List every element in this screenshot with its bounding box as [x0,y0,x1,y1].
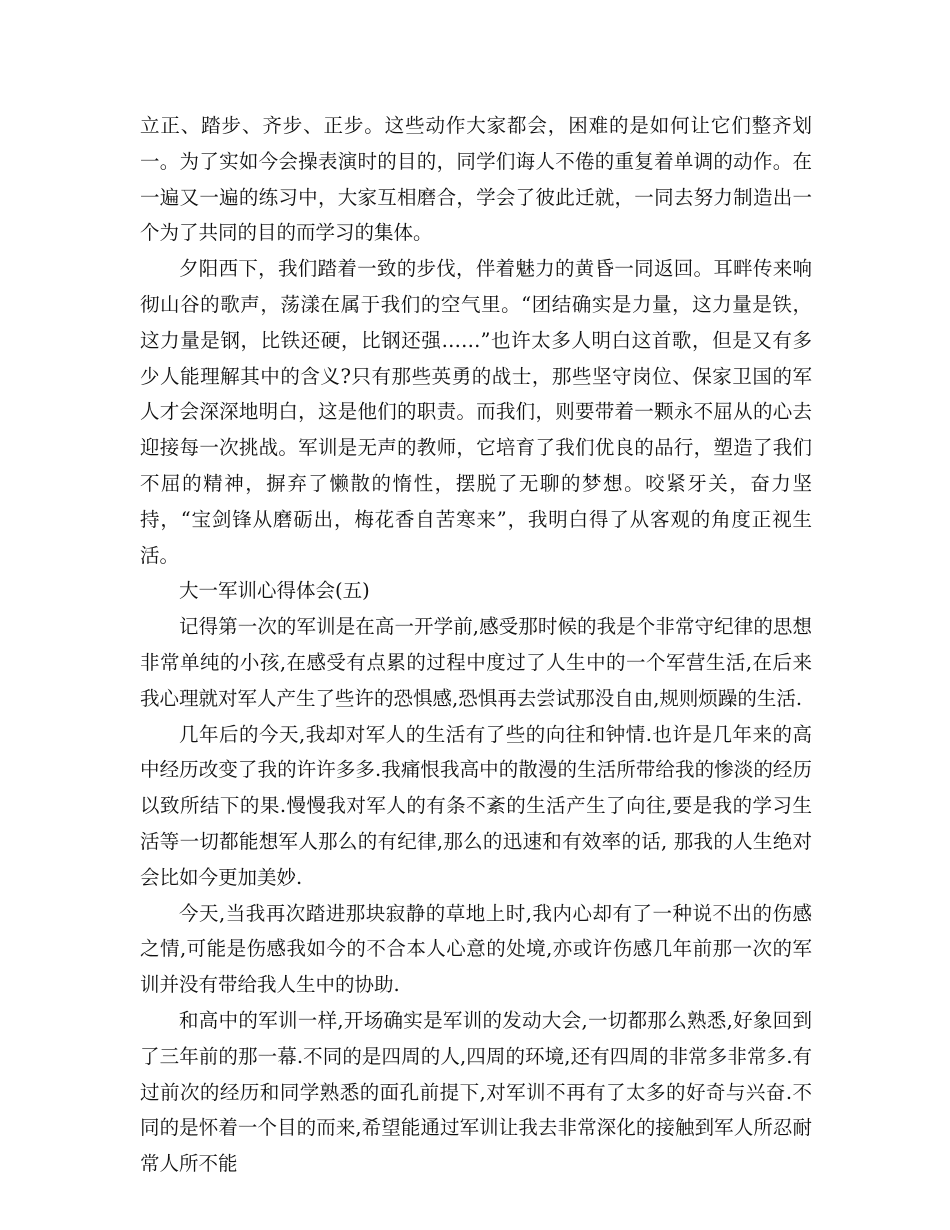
section-heading: 大一军训心得体会(五) [179,579,370,603]
paragraph-3: 记得第一次的军训是在高一开学前,感受那时候的我是个非常守纪律的思想非常单纯的小孩,在感受有点累的过程中度过了人生中的一个军营生活,在后来我心理就对军人产生了些许的恐惧感,恐惧再去尝试那没自由,规则烦躁的生活. [140,615,812,710]
paragraph-5: 今天,当我再次踏进那块寂静的草地上时,我内心却有了一种说不出的伤感之情,可能是伤感我如今的不合本人心意的处境,亦或许伤感几年前那一次的军训并没有带给我人生中的协助. [140,901,812,997]
paragraph-2: 夕阳西下，我们踏着一致的步伐，伴着魅力的黄昏一同返回。耳畔传来响彻山谷的歌声，荡漾在属于我们的空气里。“团结确实是力量，这力量是铁，这力量是钢，比铁还硬，比钢还强……”也许太多人明白这首歌，但是又有多少人能理解其中的含义?只有那些英勇的战士，那些坚守岗位、保家卫国的军人才会深深地明白，这是他们的职责。而我们，则要带着一颗永不屈从的心去迎接每一次挑战。军训是无声的教师，它培育了我们优良的品行，塑造了我们不屈的精神，摒弃了懒散的惰性，摆脱了无聊的梦想。咬紧牙关，奋力坚持，“宝剑锋从磨砺出，梅花香自苦寒来”，我明白得了从客观的角度正视生活。 [140,257,812,567]
paragraph-4: 几年后的今天,我却对军人的生活有了些的向往和钟情.也许是几年来的高中经历改变了我的许许多多.我痛恨我高中的散漫的生活所带给我的惨淡的经历以致所结下的果.慢慢我对军人的有条不紊的生活产生了向往,要是我的学习生活等一切都能想军人那么的有纪律,那么的迅速和有效率的话, 那我的人生绝对会比如今更加美妙. [140,722,812,889]
paragraph-1: 立正、踏步、齐步、正步。这些动作大家都会，困难的是如何让它们整齐划一。为了实如今会操表演时的目的，同学们诲人不倦的重复着单调的动作。在一遍又一遍的练习中，大家互相磨合，学会了彼此迁就，一同去努力制造出一个为了共同的目的而学习的集体。 [140,114,812,245]
paragraph-6: 和高中的军训一样,开场确实是军训的发动大会,一切都那么熟悉,好象回到了三年前的那一幕.不同的是四周的人,四周的环境,还有四周的非常多非常多.有过前次的经历和同学熟悉的面孔前提下,对军训不再有了太多的好奇与兴奋.不同的是怀着一个目的而来,希望能通过军训让我去非常深化的接触到军人所忍耐常人所不能 [140,1008,812,1176]
document-page [140,108,812,1182]
